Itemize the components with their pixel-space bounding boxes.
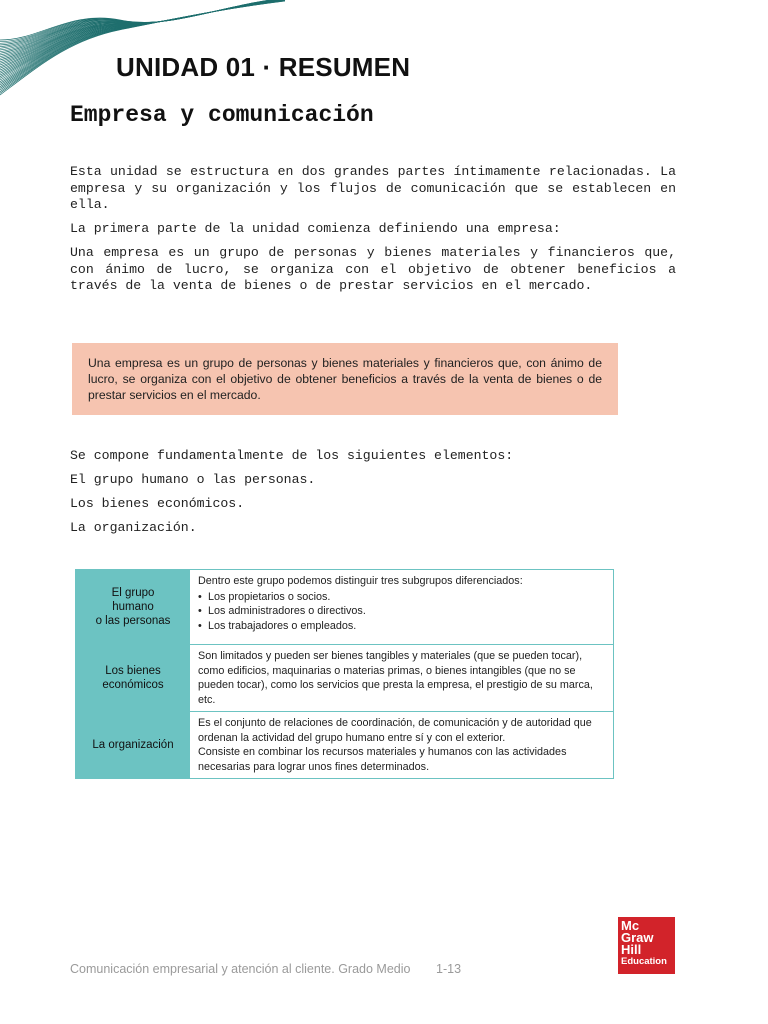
elements-intro: Se compone fundamentalmente de los siguientes elementos: (70, 448, 514, 463)
wave-line (0, 0, 285, 53)
definition-highlight-text: Una empresa es un grupo de personas y bienes materiales y financieros que, con ánimo de lucro, se organiza con el objetivo de obtener beneficios a través de la venta de bienes o de prestar servicios en el mercado. (88, 356, 602, 402)
row-content-organizacion (190, 712, 614, 779)
list-item: • Los trabajadores o empleados. (208, 619, 605, 634)
list-item: • Los administradores o directivos. (208, 604, 605, 619)
row-text-2: Consiste en combinar los recursos materiales y humanos con las actividades necesarias para lograr unos fines determinados. (198, 746, 567, 773)
mcgraw-hill-logo: Mc Graw Hill Education (618, 917, 675, 974)
row-text: Es el conjunto de relaciones de coordinación, de comunicación y de autoridad que ordenan la actividad del grupo humano entre sí y con el exterior. (198, 717, 592, 744)
table-row (76, 570, 614, 645)
table-row (76, 712, 614, 779)
list-item: • Los propietarios o socios. (208, 590, 605, 605)
definition-highlight-box (72, 343, 618, 415)
element-item-3: La organización. (70, 520, 197, 535)
decorative-wave-graphic (0, 0, 300, 100)
row-content-grupo-humano (190, 570, 614, 645)
element-item-1: El grupo humano o las personas. (70, 472, 316, 487)
table-row (76, 645, 614, 712)
row-content-bienes (190, 645, 614, 712)
wave-line (0, 0, 285, 57)
row-heading-organizacion: La organización (76, 712, 191, 779)
page-title: Empresa y comunicación (70, 102, 374, 128)
row-text: Son limitados y pueden ser bienes tangibles y materiales (que se pueden tocar), como edificios, maquinarias o materias primas, o bienes intangibles (que no se pueden tocar), como los servicios que presta la empresa, el prestigio de su marca, etc. (198, 650, 593, 706)
intro-paragraph-3: Una empresa es un grupo de personas y bienes materiales y financieros que, con ánimo de lucro, se organiza con el objetivo de obtener beneficios a través de la venta de bienes o de prestar servicios en el mercado. (70, 245, 676, 294)
subgroup-list (198, 590, 605, 634)
row-heading-grupo-humano: El grupo humano o las personas (76, 570, 191, 645)
element-item-2: Los bienes económicos. (70, 496, 245, 511)
elements-table (75, 569, 614, 779)
footer-book-title: Comunicación empresarial y atención al cliente. Grado Medio (70, 962, 411, 976)
intro-paragraph-2: La primera parte de la unidad comienza definiendo una empresa: (70, 221, 561, 236)
intro-paragraph-1: Esta unidad se estructura en dos grandes partes íntimamente relacionadas. La empresa y su organización y los flujos de comunicación que se establecen en ella. (70, 164, 676, 213)
row-heading-bienes: Los bienes económicos (76, 645, 191, 712)
footer-page-number: 1-13 (436, 962, 462, 976)
row-text: Dentro este grupo podemos distinguir tres subgrupos diferenciados: (198, 575, 523, 587)
unit-title: UNIDAD 01 · RESUMEN (116, 52, 411, 82)
